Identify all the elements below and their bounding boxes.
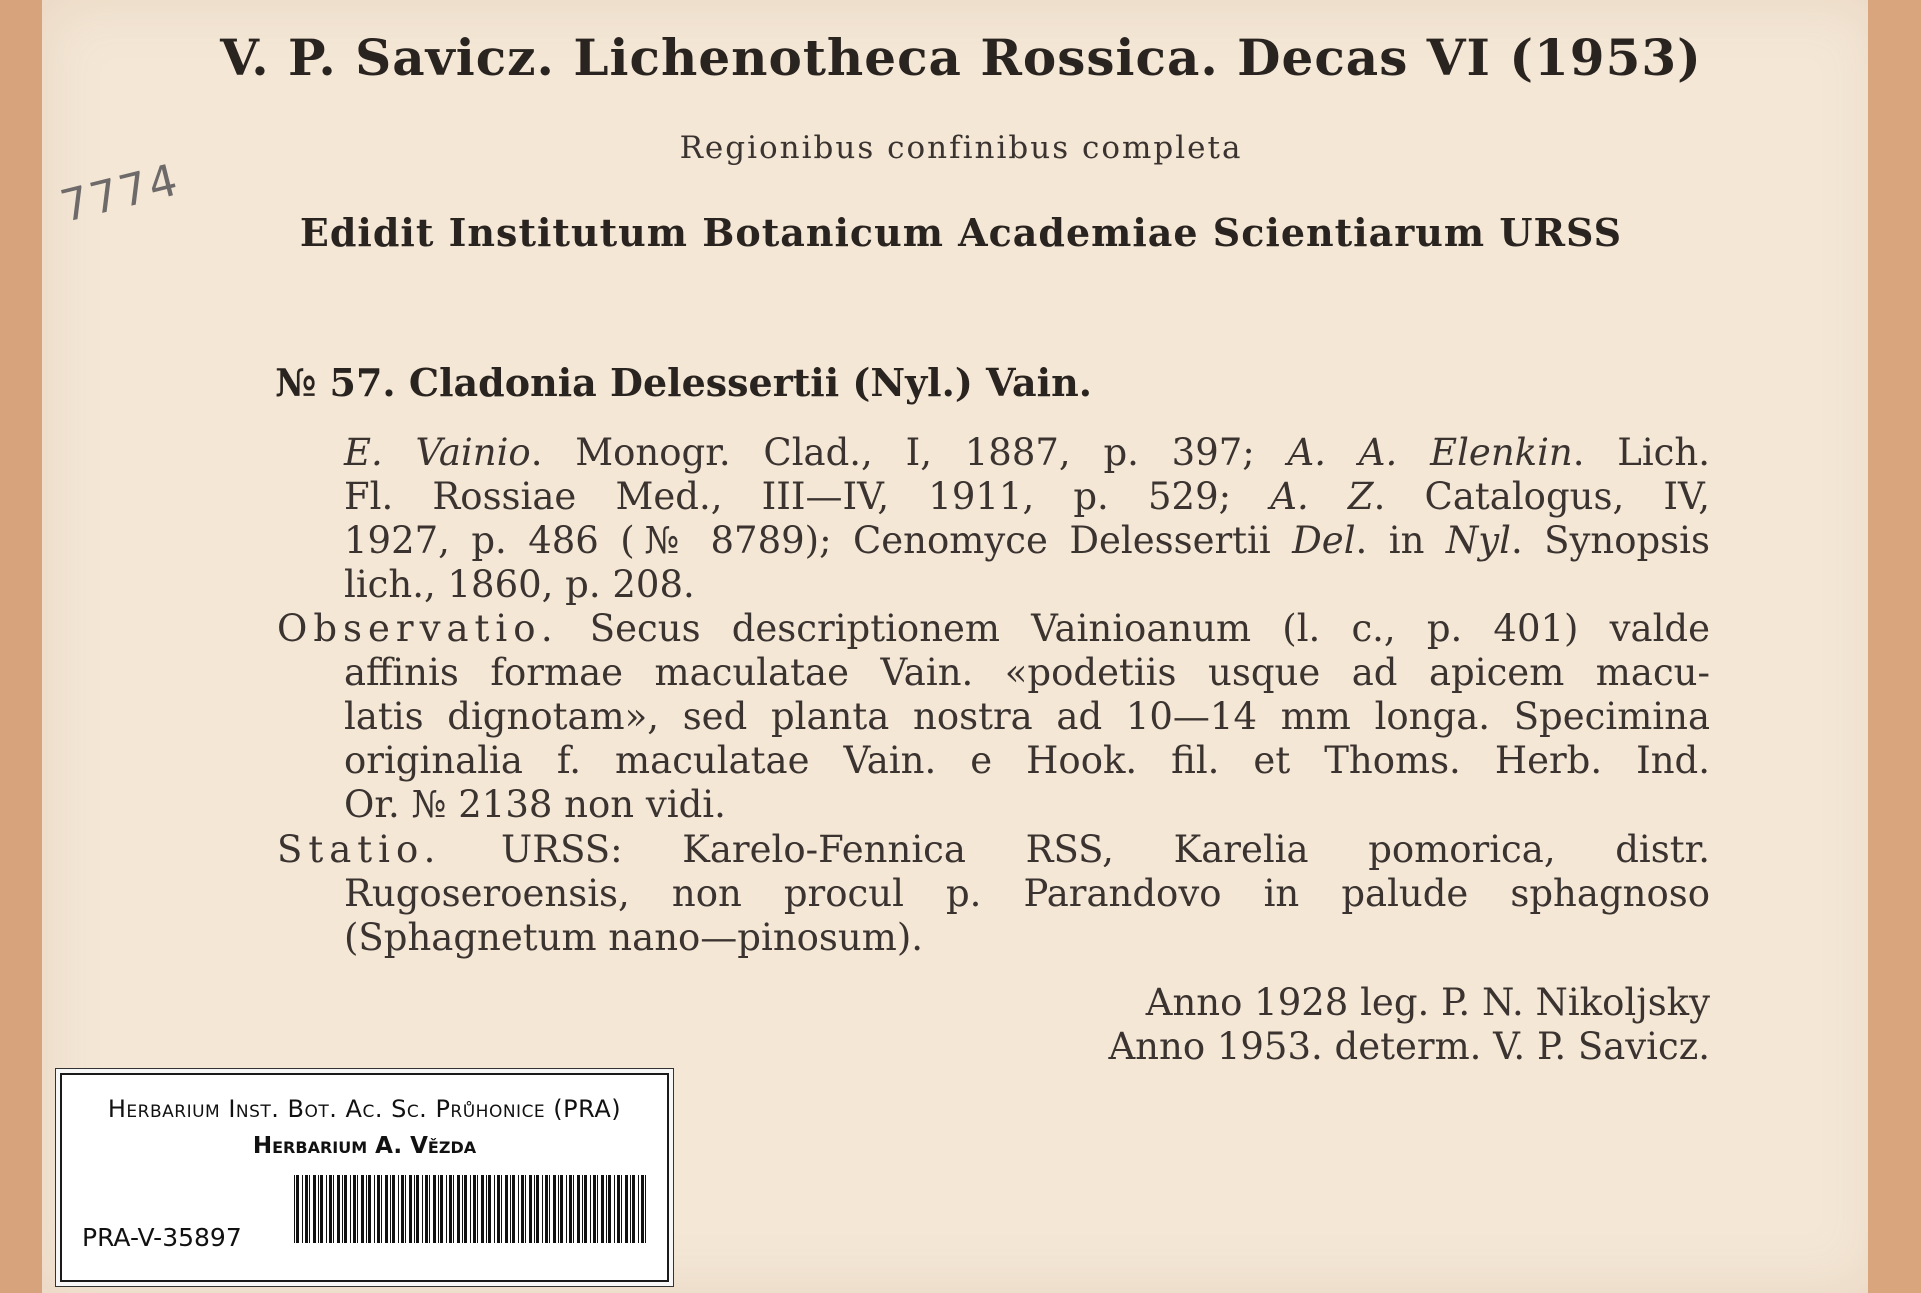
herbarium-collection: Herbarium A. Vězda bbox=[252, 1133, 477, 1159]
reference-line: lich., 1860, p. 208. bbox=[344, 563, 695, 606]
specimen-id: PRA-V-35897 bbox=[82, 1223, 242, 1252]
observatio-line: originalia f. maculatae Vain. e Hook. fil. et Thoms. Herb. Ind. bbox=[344, 739, 1710, 782]
observatio-line: Or. № 2138 non vidi. bbox=[344, 783, 726, 826]
statio-heading: Statio. bbox=[277, 828, 442, 871]
statio-line: Rugoseroensis, non procul p. Parandovo in palude sphagnoso bbox=[344, 872, 1710, 915]
reference-line: E. Vainio. Monogr. Clad., I, 1887, p. 397; A. A. Elenkin. Lich. bbox=[344, 431, 1710, 474]
observatio-line: affinis formae maculatae Vain. «podetiis usque ad apicem macu- bbox=[344, 651, 1710, 694]
reference-line: 1927, p. 486 (№ 8789); Cenomyce Delessertii Del. in Nyl. Synopsis bbox=[344, 519, 1710, 562]
collector-line: Anno 1928 leg. P. N. Nikoljsky bbox=[1145, 981, 1710, 1024]
species-heading: № 57. Cladonia Delessertii (Nyl.) Vain. bbox=[275, 360, 1092, 405]
page-subtitle: Regionibus confinibus completa bbox=[679, 130, 1243, 166]
herbarium-label bbox=[60, 1073, 669, 1282]
determiner-line: Anno 1953. determ. V. P. Savicz. bbox=[1108, 1025, 1710, 1068]
observatio-line: Observatio. Secus descriptionem Vainioanum (l. c., p. 401) valde bbox=[277, 607, 1711, 650]
reference-line: Fl. Rossiae Med., III—IV, 1911, p. 529; A. Z. Catalogus, IV, bbox=[344, 475, 1710, 518]
herbarium-institution: Herbarium Inst. Bot. Ac. Sc. Průhonice (PRA) bbox=[107, 1095, 622, 1123]
statio-line: Statio. URSS: Karelo-Fennica RSS, Karelia pomorica, distr. bbox=[277, 828, 1711, 871]
observatio-line: latis dignotam», sed planta nostra ad 10—14 mm longa. Specimina bbox=[344, 695, 1710, 738]
page-title: V. P. Savicz. Lichenotheca Rossica. Decas VI (1953) bbox=[220, 28, 1702, 87]
references-paragraph bbox=[344, 431, 1710, 607]
publisher-line: Edidit Institutum Botanicum Academiae Scientiarum URSS bbox=[299, 210, 1623, 255]
observatio-paragraph bbox=[277, 607, 1710, 827]
statio-paragraph bbox=[277, 828, 1710, 960]
observatio-heading: Observatio. bbox=[277, 607, 559, 650]
barcode-icon bbox=[294, 1175, 650, 1243]
statio-line: (Sphagnetum nano—pinosum). bbox=[344, 916, 924, 959]
handwritten-number: 7774 bbox=[55, 154, 185, 233]
background-edge bbox=[1868, 0, 1921, 1293]
